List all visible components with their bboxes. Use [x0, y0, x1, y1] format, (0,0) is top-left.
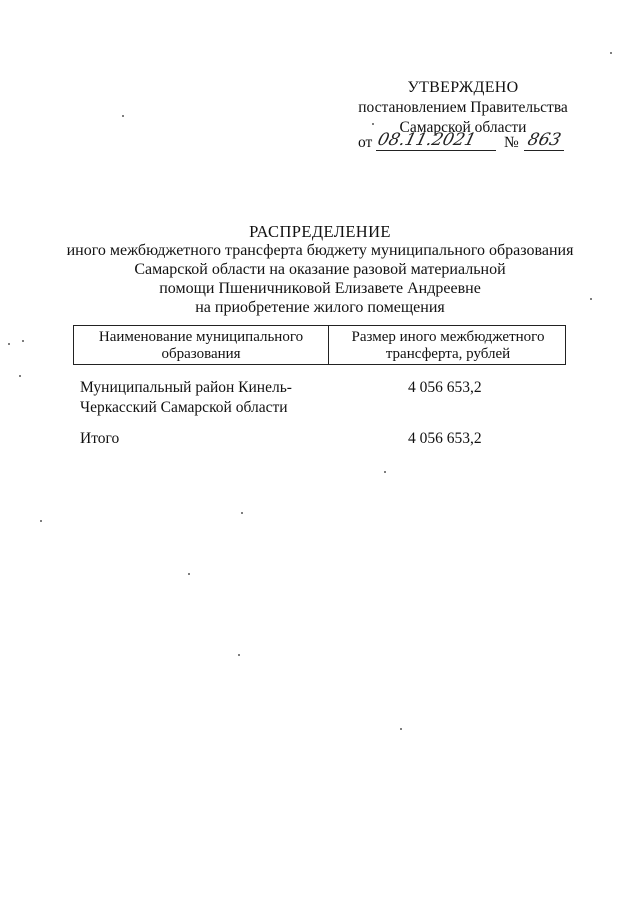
scan-speck: [372, 123, 374, 125]
column-header-name-line-1: Наименование муниципального: [98, 329, 304, 345]
table-row-amount: 4 056 653,2: [408, 379, 482, 396]
heading-line-2: Самарской области на оказание разовой материальной: [134, 261, 506, 278]
date-prefix: от: [358, 134, 373, 151]
total-amount: 4 056 653,2: [408, 430, 482, 447]
heading-line-3: помощи Пшеничниковой Елизавете Андреевне: [159, 280, 481, 297]
date-underline: [376, 150, 496, 151]
column-header-amount-line-2: трансферта, рублей: [385, 346, 511, 362]
scan-speck: [122, 115, 124, 117]
row-name-line-2: Черкасский Самарской области: [80, 399, 288, 416]
scan-speck: [400, 728, 402, 730]
approval-block: [340, 78, 586, 138]
scan-speck: [8, 343, 10, 345]
document-heading: [60, 222, 580, 317]
heading-title: РАСПРЕДЕЛЕНИЕ: [249, 222, 391, 241]
table-header: [73, 325, 566, 365]
approval-date-number-row: [358, 132, 578, 154]
approval-title: УТВЕРЖДЕНО: [407, 79, 519, 96]
column-header-name: [74, 329, 328, 363]
handwritten-number: 863: [525, 130, 563, 150]
approval-line-2: Самарской области: [399, 119, 527, 136]
scan-speck: [384, 471, 386, 473]
heading-line-1: иного межбюджетного трансферта бюджету муниципального образования: [66, 242, 574, 259]
row-name-line-1: Муниципальный район Кинель-: [80, 379, 292, 396]
scan-speck: [610, 52, 612, 54]
number-prefix: №: [504, 134, 519, 151]
scan-speck: [238, 654, 240, 656]
scan-speck: [40, 520, 42, 522]
column-header-amount: [329, 329, 567, 363]
total-label: Итого: [80, 430, 120, 447]
scan-speck: [19, 375, 21, 377]
column-header-name-line-2: образования: [161, 346, 241, 362]
scan-speck: [188, 573, 190, 575]
approval-line-1: постановлением Правительства: [358, 99, 568, 116]
scan-speck: [241, 512, 243, 514]
scan-speck: [22, 340, 24, 342]
heading-line-4: на приобретение жилого помещения: [195, 299, 445, 316]
number-underline: [524, 150, 564, 151]
scan-speck: [590, 298, 592, 300]
handwritten-date: 08.11.2021: [375, 130, 478, 150]
column-header-amount-line-1: Размер иного межбюджетного: [351, 329, 545, 345]
table-row-name: [80, 378, 320, 418]
